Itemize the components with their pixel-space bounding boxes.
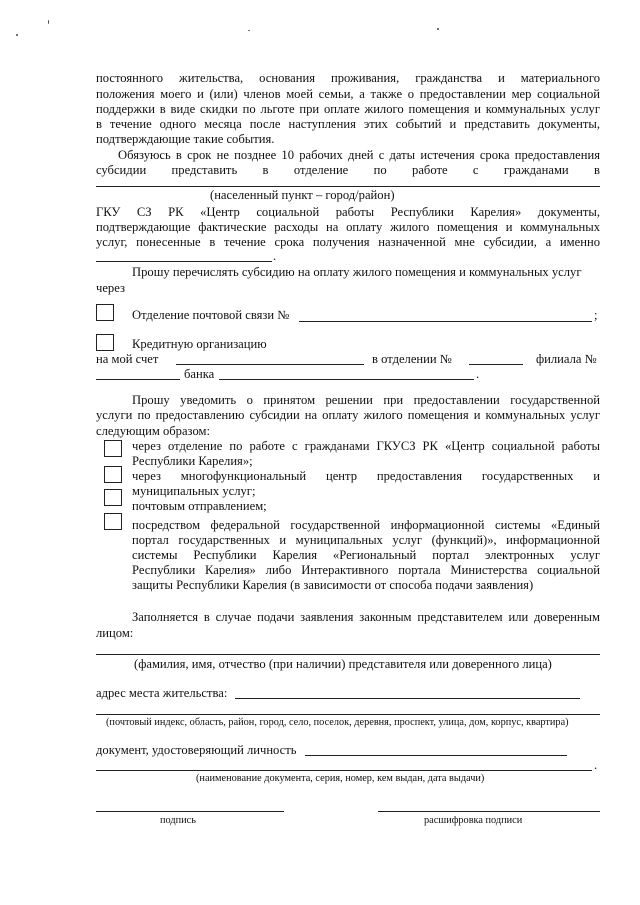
filial-number-field[interactable] [96, 379, 180, 380]
scan-speck [437, 28, 439, 30]
filial-label: филиала № [536, 352, 597, 366]
signature-decoding-field[interactable] [378, 811, 600, 812]
document-field[interactable] [305, 755, 567, 756]
notify-request-line: Прошу уведомить о принятом решении при предоставлении государственной [132, 393, 600, 407]
account-number-field[interactable] [176, 364, 364, 365]
paragraph-line: услуг, понесенные в течение срока получения назначенной мне субсидии, а именно [96, 235, 600, 249]
account-label: на мой счет [96, 352, 159, 366]
post-office-suffix: ; [594, 308, 598, 322]
settlement-caption: (населенный пункт – город/район) [210, 188, 395, 202]
paragraph-line: Обязуюсь в срок не позднее 10 рабочих дней с даты истечения срока предоставления [118, 148, 600, 162]
address-field[interactable] [235, 698, 580, 699]
period-mark: . [273, 249, 277, 263]
representative-line: Заполняется в случае подачи заявления законным представителем или доверенным [132, 610, 600, 624]
address-caption: (почтовый индекс, область, район, город, село, поселок, деревня, проспект, улица, дом, корпус, квартира) [106, 717, 569, 728]
paragraph-line: субсидии представить в отделение по работе с гражданами в [96, 163, 600, 177]
signature-field[interactable] [96, 811, 284, 812]
paragraph-line: поддержки в виде скидки по льготе при оплате жилого помещения и коммунальных услуг [96, 102, 600, 116]
notify-option-line: почтовым отправлением; [132, 499, 267, 513]
bank-name-field[interactable] [219, 379, 474, 380]
post-office-number-field[interactable] [299, 321, 592, 322]
paragraph-line: подтверждающие фактические расходы на оплату жилого помещения и коммунальных [96, 220, 600, 234]
branch-number-field[interactable] [469, 364, 523, 365]
transfer-request-line: Прошу перечислять субсидию на оплату жилого помещения и коммунальных услуг [132, 265, 582, 279]
address-field-line2[interactable] [96, 714, 600, 715]
scan-speck [48, 20, 49, 24]
paragraph-line: подтверждающие такие события. [96, 132, 275, 146]
notify-request-line: следующим образом: [96, 424, 210, 438]
notify-portal-checkbox[interactable] [104, 513, 122, 530]
notify-option-line: муниципальных услуг; [132, 484, 256, 498]
credit-organization-checkbox[interactable] [96, 334, 114, 351]
document-suffix: . [594, 758, 598, 772]
signature-decoding-caption: расшифровка подписи [424, 815, 523, 826]
notify-option-line: Республики Карелия» либо Интерактивного портала Министерства социальной [132, 563, 600, 577]
documents-list-field[interactable] [96, 261, 272, 262]
document-label: документ, удостоверяющий личность [96, 743, 297, 757]
post-office-checkbox[interactable] [96, 304, 114, 321]
scan-speck [16, 34, 18, 36]
notify-option-line: Республики Карелия»; [132, 454, 253, 468]
representative-name-caption: (фамилия, имя, отчество (при наличии) представителя или доверенного лица) [134, 657, 552, 671]
notify-option-line: защиты Республики Карелия (в зависимости от способа подачи заявления) [132, 578, 534, 592]
notify-option-line: портал государственных и муниципальных услуг (функций)», информационной [132, 533, 600, 547]
representative-name-field[interactable] [96, 654, 600, 655]
notify-office-checkbox[interactable] [104, 440, 122, 457]
paragraph-line: в течение одного месяца после наступления этих событий и представить документы, [96, 117, 600, 131]
address-label: адрес места жительства: [96, 686, 228, 700]
paragraph-line: ГКУ СЗ РК «Центр социальной работы Республики Карелия» документы, [96, 205, 600, 219]
representative-line: лицом: [96, 626, 134, 640]
post-office-label: Отделение почтовой связи № [132, 308, 290, 322]
document-field-line2[interactable] [96, 770, 592, 771]
bank-suffix: . [476, 367, 480, 381]
branch-label: в отделении № [372, 352, 452, 366]
notify-mail-checkbox[interactable] [104, 489, 122, 506]
notify-option-line: системы Республики Карелия «Региональный портал электронных услуг [132, 548, 600, 562]
credit-organization-label: Кредитную организацию [132, 337, 267, 351]
transfer-request-line: через [96, 281, 125, 295]
notify-option-line: посредством федеральной государственной информационной системы «Единый [132, 518, 600, 532]
notify-request-line: услуги по предоставлению субсидии на оплату жилого помещения и коммунальных услуг [96, 408, 600, 422]
notify-mfc-checkbox[interactable] [104, 466, 122, 483]
paragraph-line: постоянного жительства, основания проживания, гражданства и материального [96, 71, 600, 85]
notify-option-line: через отделение по работе с гражданами ГКУСЗ РК «Центр социальной работы [132, 439, 600, 453]
notify-option-line: через многофункциональный центр предоставления государственных и [132, 469, 600, 483]
signature-caption: подпись [160, 815, 196, 826]
scan-speck [248, 30, 250, 31]
bank-label: банка [184, 367, 215, 381]
paragraph-line: положения моего и (или) членов моей семьи, а также о предоставлении мер социальной [96, 87, 600, 101]
document-caption: (наименование документа, серия, номер, кем выдан, дата выдачи) [196, 773, 485, 784]
